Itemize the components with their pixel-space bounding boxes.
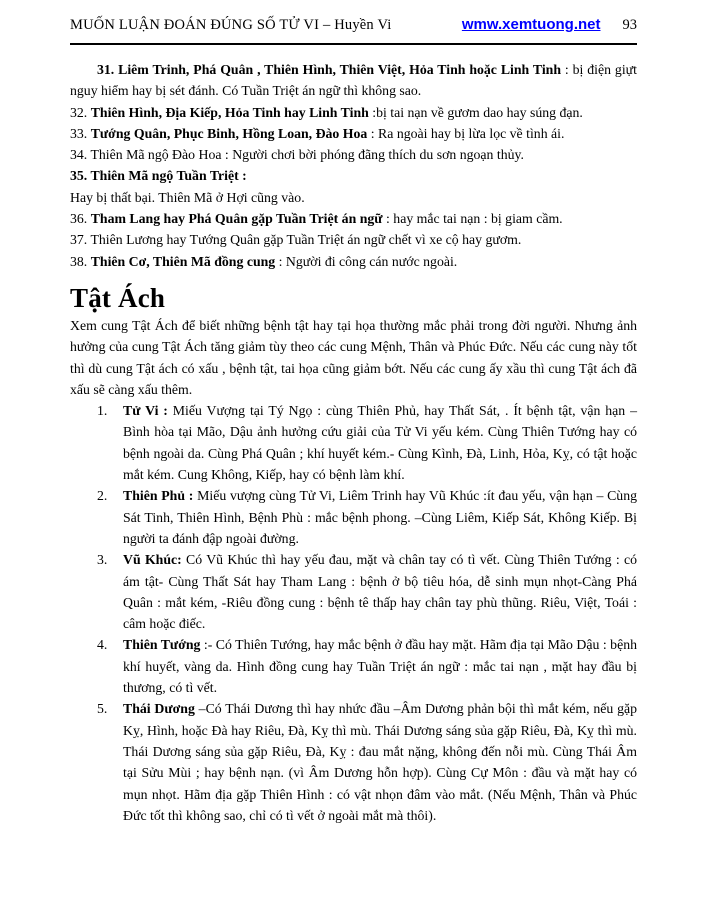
note-paragraph-31 <box>70 59 637 102</box>
list-item-text: :- Có Thiên Tướng, hay mắc bệnh ở đầu hay mặt. Hãm địa tại Mão Dậu : bệnh khí huyết, vàng da. Hình đồng cung hay Tuần Triệt án ngữ : mắc tai nạn , mặt hay đầu bị thương, có tì vết. <box>123 637 637 696</box>
note-paragraph-35b <box>70 187 637 208</box>
note-rest: : Người đi công cán nước ngoài. <box>275 253 458 269</box>
list-item-term: Thiên Phủ : <box>123 488 194 504</box>
page-header <box>70 16 637 34</box>
list-item-text: Miếu Vượng tại Tý Ngọ : cùng Thiên Phủ, hay Thất Sát, . Ít bệnh tật, vận hạn – Bình hòa tại Mão, Dậu ảnh hưởng cứu giải của Tử Vi yếu kém. Cùng Thiên Tướng hay có bệnh ngoài da. Cùng Phá Quân ; khí huyết kém.- Cùng Kình, Đà, Linh, Hỏa, Kỵ, có tật hoặc mắt kém. Cung Không, Kiếp, hay có bệnh làm khí. <box>123 403 637 483</box>
note-prefix: 32. <box>70 104 91 120</box>
note-prefix: 33. <box>70 125 91 141</box>
list-item-number: 1. <box>97 403 108 419</box>
list-item-text: Có Vũ Khúc thì hay yếu đau, mặt và chân tay có tì vết. Cùng Thiên Tướng : có ám tật- Cùng Thất Sát hay Tham Lang : bệnh ở bộ tiêu hóa, dễ sinh mụn nhọt-Càng Phá Quân : mắt kém, -Riêu đồng cung : bệnh tê thấp hay chân tay phù thũng. Riêu, Việt, Toái : câm hoặc điếc. <box>123 552 637 632</box>
note-bold: Thiên Hình, Địa Kiếp, Hỏa Tinh hay Linh Tinh <box>90 104 369 120</box>
list-item-term: Vũ Khúc: <box>123 552 182 568</box>
note-rest: : Ra ngoài hay bị lừa lọc về tình ái. <box>367 125 565 141</box>
note-paragraph-38 <box>70 251 637 272</box>
section-intro: Xem cung Tật Ách để biết những bệnh tật hay tại họa thường mắc phải trong đời người. Nhưng ảnh hưởng của cung Tật Ách tăng giảm tùy theo các cung Mệnh, Thân và Phúc Đức. Nếu các cung này tốt thì dù cung Tật ách có xấu , bệnh tật, tai họa cũng giảm bớt. Nếu các cung ấy xầu thì cung Tật ách đã xấu sẽ càng xấu thêm. <box>70 317 637 397</box>
website-link[interactable]: wmw.xemtuong.net <box>461 16 601 33</box>
note-paragraph-35 <box>70 165 637 186</box>
note-bold: Tướng Quân, Phục Binh, Hồng Loan, Đào Hoa <box>90 125 368 141</box>
note-prefix: Hay bị thất bại. Thiên Mã ở Hợi cũng vào. <box>70 189 305 205</box>
header-divider <box>70 43 637 45</box>
page-number: 93 <box>622 17 637 33</box>
list-item-1 <box>70 400 637 485</box>
note-rest: : hay mắc tai nạn : bị giam cầm. <box>382 211 563 227</box>
note-prefix: 38. <box>70 253 91 269</box>
note-rest: :bị tai nạn về gươm dao hay súng đạn. <box>368 104 583 120</box>
list-item-term: Thái Dương <box>123 701 195 717</box>
note-prefix: 37. Thiên Lương hay Tướng Quân gặp Tuần Triệt án ngữ chết vì xe cộ hay gươm. <box>70 232 522 248</box>
numbered-list <box>70 400 637 826</box>
note-paragraph-34 <box>70 144 637 165</box>
note-prefix: 34. Thiên Mã ngộ Đào Hoa : Người chơi bời phóng đãng thích du sơn ngoạn thủy. <box>70 147 524 163</box>
note-bold: 31. Liêm Trinh, Phá Quân , Thiên Hình, Thiên Việt, Hỏa Tinh hoặc Linh Tinh <box>97 62 561 77</box>
list-item-4 <box>70 634 637 698</box>
note-bold: Thiên Cơ, Thiên Mã đồng cung <box>90 253 276 269</box>
note-bold: Tham Lang hay Phá Quân gặp Tuần Triệt án ngữ <box>90 211 383 227</box>
section-heading: Tật Ách <box>70 282 166 313</box>
note-bold: 35. Thiên Mã ngộ Tuần Triệt : <box>70 168 247 184</box>
note-paragraph-32 <box>70 102 637 123</box>
note-paragraph-36 <box>70 208 637 229</box>
list-item-5 <box>70 698 637 826</box>
book-title: MUỐN LUẬN ĐOÁN ĐÚNG SỐ TỬ VI – Huyền Vi <box>70 17 392 33</box>
list-item-number: 5. <box>97 701 108 717</box>
list-item-3 <box>70 549 637 634</box>
list-item-number: 2. <box>97 488 108 504</box>
list-item-text: –Có Thái Dương thì hay nhức đầu –Âm Dương phản bội thì mắt kém, nếu gặp Kỵ, Hình, hoặc Đà hay Riêu, Đà, Kỵ thì mù. Thái Dương sáng sủa gặp Riêu, Đà, Kỵ thì mù. Thái Dương sáng sủa gặp Riêu, Đà, Kỵ : đau mắt nặng, không đến nỗi mù. Cùng Thái Âm tại Sửu Mùi ; hay bệnh nạn. (vì Âm Dương hỗn hợp). Cùng Cự Môn : đầu và mặt hay có mụn nhọt. Hãm địa gặp Thiên Hình : có vật nhọn đâm vào mắt. (Nếu Mệnh, Thân và Phúc Đức tốt thì không sao, chỉ có tì vết ở ngoài mắt mà thôi). <box>123 701 638 823</box>
list-item-text: Miếu vượng cùng Tử Vi, Liêm Trinh hay Vũ Khúc :ít đau yếu, vận hạn – Cùng Sát Tinh, Thiên Hình, Bệnh Phù : mắc bệnh phong. –Cùng Liêm, Kiếp Sát, Không Kiếp. Bị người ta đánh đập ngoài đường. <box>123 488 637 546</box>
list-item-2 <box>70 485 637 549</box>
note-paragraph-33 <box>70 123 637 144</box>
note-rest: : bị điện giựt nguy hiểm hay bị sét đánh. Có Tuần Triệt án ngữ thì không sao. <box>70 62 637 99</box>
list-item-term: Tử Vi : <box>123 403 168 419</box>
list-item-number: 3. <box>97 552 108 568</box>
note-prefix: 36. <box>70 211 91 227</box>
list-item-number: 4. <box>97 637 108 653</box>
notes-section <box>70 59 637 272</box>
list-item-term: Thiên Tướng <box>123 637 201 653</box>
note-paragraph-37 <box>70 229 637 250</box>
